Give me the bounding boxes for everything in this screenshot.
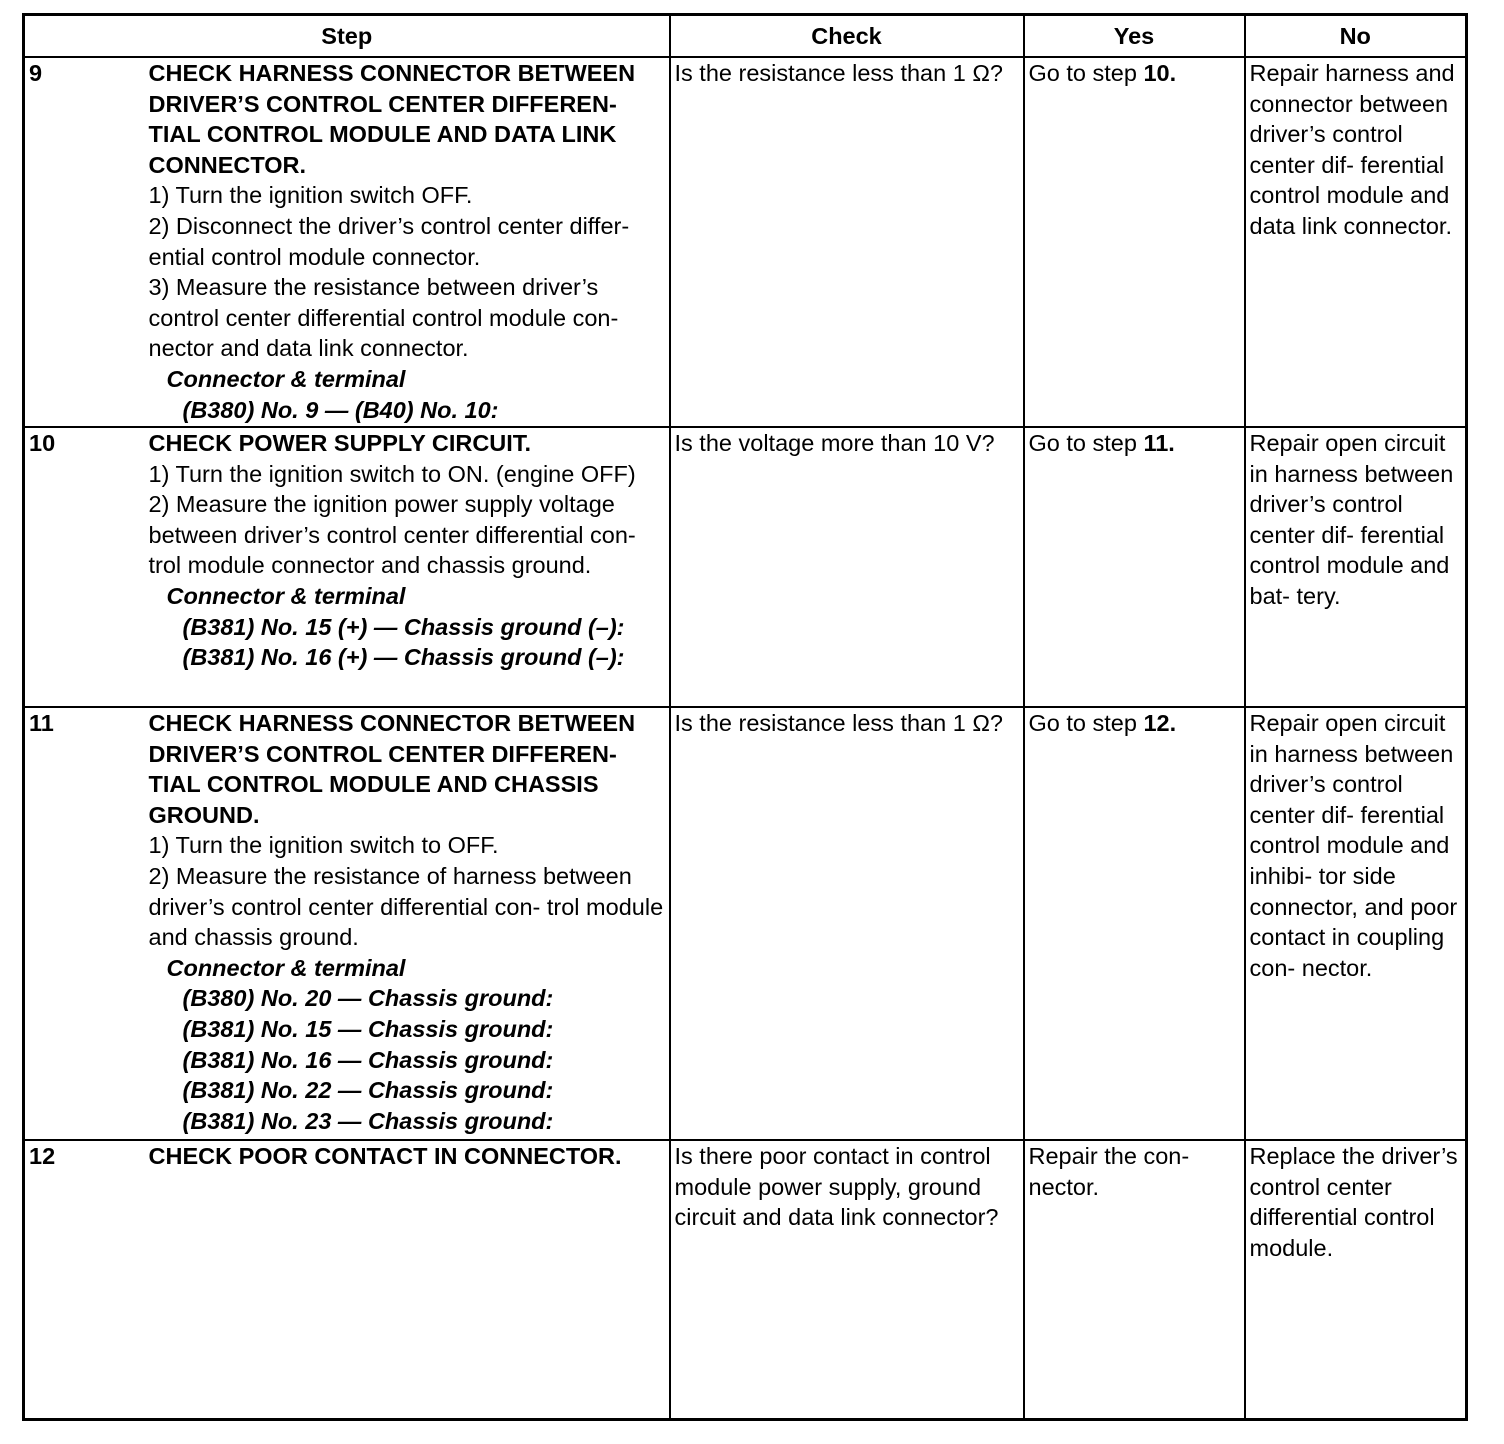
connector-terminal: (B381) No. 15 (+) — Chassis ground (–): — [182, 613, 625, 640]
step-number: 9 — [24, 57, 145, 427]
yes-step: 10. — [1143, 60, 1177, 86]
step-title: CHECK HARNESS CONNECTOR BETWEEN DRIVER’S CONTROL CENTER DIFFEREN- TIAL CONTROL MODULE AND DATA LINK CONNECTOR. — [148, 60, 636, 178]
connector-terminal: (B381) No. 16 — Chassis ground: — [182, 1046, 554, 1073]
yes-cell — [1024, 427, 1245, 707]
step-number: 12 — [24, 1140, 145, 1420]
header-row — [24, 15, 1467, 58]
no-cell: Replace the driver’s control center differential control module. — [1245, 1140, 1467, 1420]
check-cell: Is there poor contact in control module power supply, ground circuit and data link connector? — [670, 1140, 1024, 1420]
connector-terminal: (B381) No. 22 — Chassis ground: — [182, 1077, 554, 1104]
yes-cell: Repair the con- nector. — [1024, 1140, 1245, 1420]
yes-cell — [1024, 57, 1245, 427]
yes-step: 12. — [1143, 710, 1177, 736]
connector-heading: Connector & terminal — [166, 365, 406, 392]
header-no: No — [1245, 15, 1467, 58]
check-cell: Is the voltage more than 10 V? — [670, 427, 1024, 707]
yes-prefix: Go to step — [1028, 710, 1144, 736]
yes-prefix: Go to step — [1028, 430, 1144, 456]
connector-terminal: (B381) No. 15 — Chassis ground: — [182, 1015, 554, 1042]
table-row — [24, 427, 1467, 707]
step-title: CHECK POWER SUPPLY CIRCUIT. — [148, 430, 532, 456]
connector-terminal: (B381) No. 23 — Chassis ground: — [182, 1107, 554, 1134]
check-cell: Is the resistance less than 1 Ω? — [670, 57, 1024, 427]
no-cell: Repair harness and connector between driver’s control center dif- ferential control module and data link connector. — [1245, 57, 1467, 427]
connector-heading: Connector & terminal — [166, 582, 406, 609]
step-number: 10 — [24, 427, 145, 707]
diagnostic-table — [22, 13, 1468, 1421]
step-title: CHECK POOR CONTACT IN CONNECTOR. — [148, 1143, 622, 1169]
substep: 2) Measure the resistance of harness between driver’s control center differential con- trol module and chassis ground. — [148, 862, 664, 951]
yes-step: 11. — [1143, 430, 1175, 456]
step-body — [145, 427, 670, 707]
yes-cell — [1024, 707, 1245, 1140]
check-cell: Is the resistance less than 1 Ω? — [670, 707, 1024, 1140]
connector-terminal: (B380) No. 20 — Chassis ground: — [182, 985, 554, 1012]
step-body — [145, 1140, 670, 1420]
table-row — [24, 1140, 1467, 1420]
no-cell: Repair open circuit in harness between driver’s control center dif- ferential control module and inhibi- tor side connector, and poor contact in coupling con- nector. — [1245, 707, 1467, 1140]
yes-prefix: Go to step — [1028, 60, 1144, 86]
step-title: CHECK HARNESS CONNECTOR BETWEEN DRIVER’S CONTROL CENTER DIFFEREN- TIAL CONTROL MODULE AND CHASSIS GROUND. — [148, 710, 636, 828]
header-step: Step — [24, 15, 670, 58]
substep: 1) Turn the ignition switch to OFF. — [148, 832, 499, 859]
header-yes: Yes — [1024, 15, 1245, 58]
table-row — [24, 707, 1467, 1140]
step-body — [145, 57, 670, 427]
connector-terminal: (B380) No. 9 — (B40) No. 10: — [182, 396, 499, 423]
substep: 1) Turn the ignition switch to ON. (engine OFF) — [148, 460, 636, 487]
step-number: 11 — [24, 707, 145, 1140]
connector-heading: Connector & terminal — [166, 954, 406, 981]
step-body — [145, 707, 670, 1140]
header-check: Check — [670, 15, 1024, 58]
substep: 2) Disconnect the driver’s control center differ- ential control module connector. — [148, 212, 630, 270]
substep: 1) Turn the ignition switch OFF. — [148, 182, 473, 209]
connector-terminal: (B381) No. 16 (+) — Chassis ground (–): — [182, 644, 625, 671]
substep: 3) Measure the resistance between driver’s control center differential control module con- nector and data link connector. — [148, 274, 619, 362]
no-cell: Repair open circuit in harness between driver’s control center dif- ferential control module and bat- tery. — [1245, 427, 1467, 707]
table-row — [24, 57, 1467, 427]
substep: 2) Measure the ignition power supply voltage between driver’s control center differential con- trol module connector and chassis ground. — [148, 491, 636, 579]
